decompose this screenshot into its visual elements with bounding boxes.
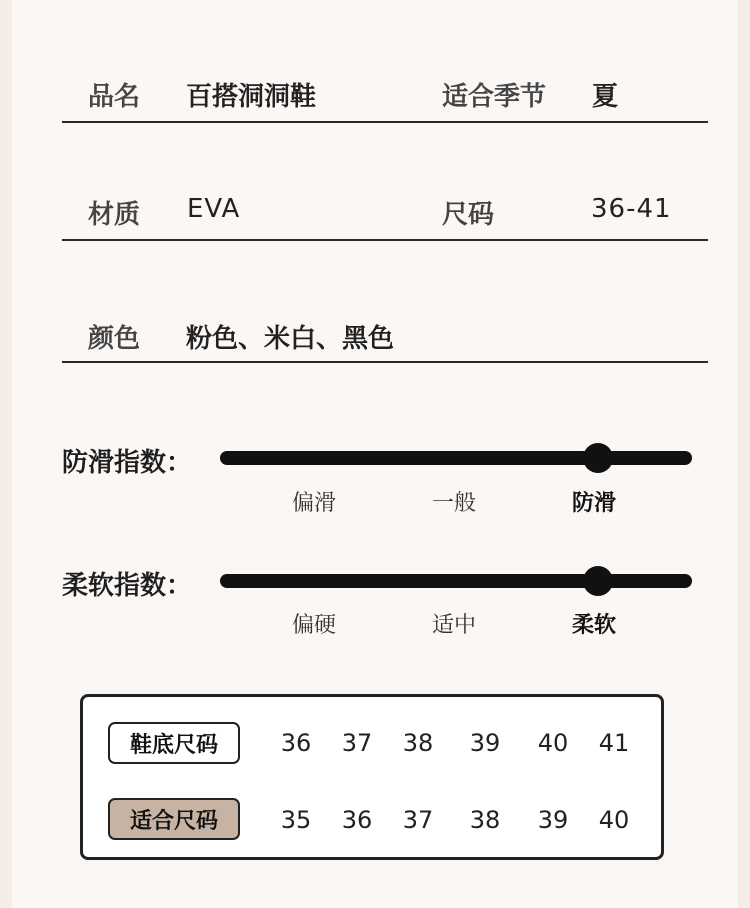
fit-size-value: 39 <box>537 806 569 834</box>
anti-slip-tick-low: 偏滑 <box>291 491 337 516</box>
anti-slip-scale-title: 防滑指数： <box>62 448 193 478</box>
sole-size-value: 40 <box>537 729 569 757</box>
spec-label-name: 品名 <box>88 82 141 112</box>
anti-slip-scale-track <box>220 451 692 465</box>
fit-size-value: 36 <box>341 806 373 834</box>
sole-size-value: 36 <box>280 729 312 757</box>
sole-size-value: 38 <box>402 729 434 757</box>
softness-tick-low: 偏硬 <box>291 613 337 638</box>
spec-value-material: EVA <box>187 194 241 224</box>
anti-slip-tick-high: 防滑 <box>571 491 617 516</box>
divider-3 <box>62 361 708 363</box>
fit-size-value: 38 <box>469 806 501 834</box>
spec-value-color: 粉色、米白、黑色 <box>186 324 395 354</box>
fit-size-value: 37 <box>402 806 434 834</box>
softness-scale-track <box>220 574 692 588</box>
spec-label-size: 尺码 <box>442 200 495 230</box>
softness-scale-title: 柔软指数： <box>62 571 193 601</box>
sole-size-tag: 鞋底尺码 <box>108 722 240 764</box>
softness-tick-mid: 适中 <box>431 613 477 638</box>
anti-slip-scale-knob <box>583 443 613 473</box>
sole-size-value: 41 <box>598 729 630 757</box>
spec-value-size: 36-41 <box>591 194 672 224</box>
sole-size-value: 37 <box>341 729 373 757</box>
spec-label-season: 适合季节 <box>442 82 547 112</box>
spec-value-name: 百搭洞洞鞋 <box>186 82 317 112</box>
spec-label-color: 颜色 <box>88 324 141 354</box>
softness-tick-high: 柔软 <box>571 613 617 638</box>
softness-scale-knob <box>583 566 613 596</box>
fit-size-value: 40 <box>598 806 630 834</box>
spec-label-material: 材质 <box>88 200 141 230</box>
fit-size-tag: 适合尺码 <box>108 798 240 840</box>
anti-slip-tick-mid: 一般 <box>431 491 477 516</box>
fit-size-value: 35 <box>280 806 312 834</box>
spec-value-season: 夏 <box>592 82 619 112</box>
sole-size-value: 39 <box>469 729 501 757</box>
divider-1 <box>62 121 708 123</box>
divider-2 <box>62 239 708 241</box>
